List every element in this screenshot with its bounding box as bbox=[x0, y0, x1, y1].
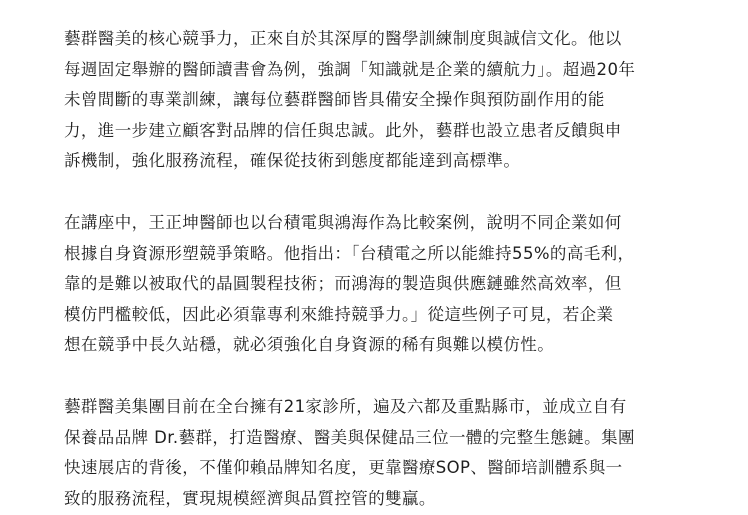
text-line: 未曾間斷的專業訓練，讓每位藝群醫師皆具備安全操作與預防副作用的能 bbox=[64, 90, 605, 110]
text-line: 模仿門檻較低，因此必須靠專利來維持競爭力。」從這些例子可見，若企業 bbox=[64, 304, 614, 324]
paragraph-group-expansion bbox=[64, 392, 704, 514]
text-line: 藝群醫美集團目前在全台擁有21家診所，遍及六都及重點縣市，並成立自有 bbox=[64, 396, 627, 416]
text-line: 在講座中，王正坤醫師也以台積電與鴻海作為比較案例，說明不同企業如何 bbox=[64, 212, 622, 232]
text-line: 力，進一步建立顧客對品牌的信任與忠誠。此外，藝群也設立患者反饋與申 bbox=[64, 120, 622, 140]
text-line: 藝群醫美的核心競爭力，正來自於其深厚的醫學訓練制度與誠信文化。他以 bbox=[64, 29, 622, 48]
article-body bbox=[64, 24, 704, 514]
text-line: 根據自身資源形塑競爭策略。他指出：「台積電之所以能維持55%的高毛利， bbox=[64, 243, 635, 263]
paragraph-core-competitiveness bbox=[64, 24, 704, 177]
text-line: 保養品品牌 Dr.藝群，打造醫療、醫美與保健品三位一體的完整生態鏈。集團 bbox=[64, 427, 635, 447]
text-line: 每週固定舉辦的醫師讀書會為例，強調「知識就是企業的續航力」。超過20年 bbox=[64, 59, 636, 79]
paragraph-tsmc-foxconn-comparison bbox=[64, 208, 704, 361]
text-line: 快速展店的背後，不僅仰賴品牌知名度，更靠醫療SOP、醫師培訓體系與一 bbox=[64, 458, 623, 478]
text-line: 致的服務流程，實現規模經濟與品質控管的雙贏。 bbox=[64, 488, 436, 508]
text-line: 訴機制，強化服務流程，確保從技術到態度都能達到高標準。 bbox=[64, 151, 521, 171]
text-line: 想在競爭中長久站穩，就必須強化自身資源的稀有與難以模仿性。 bbox=[64, 335, 555, 355]
text-line: 靠的是難以被取代的晶圓製程技術；而鴻海的製造與供應鏈雖然高效率，但 bbox=[64, 274, 622, 294]
